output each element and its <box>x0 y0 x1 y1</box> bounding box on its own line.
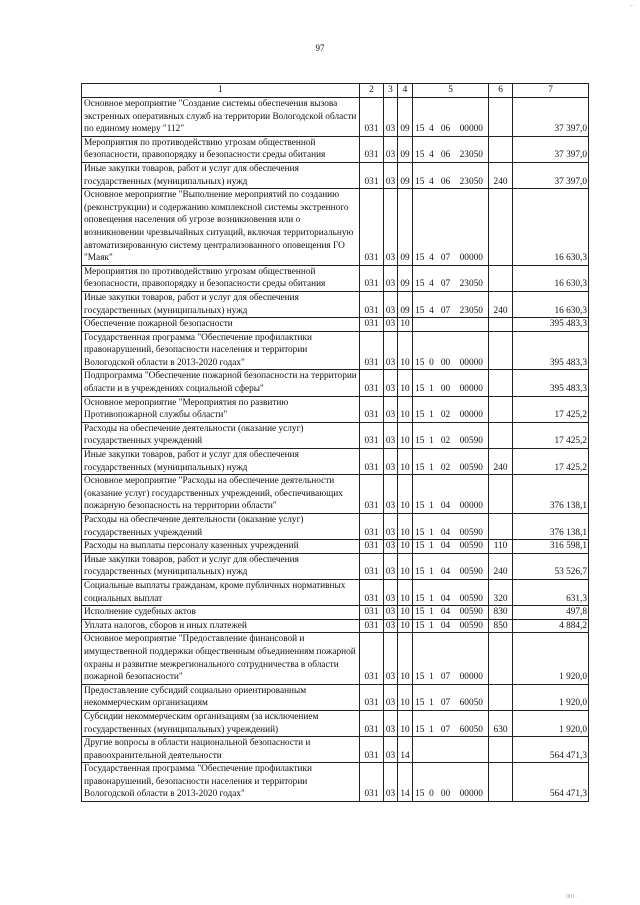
row-csr-subprogram-cell: 1 <box>427 579 437 605</box>
table-body <box>82 98 589 802</box>
row-subsection-cell: 10 <box>398 370 413 396</box>
row-csr-subprogram-cell: 4 <box>427 189 437 266</box>
row-csr-subprogram-cell: 0 <box>427 331 437 370</box>
row-grbs-cell: 031 <box>360 318 384 332</box>
row-amount-cell: 395 483,3 <box>513 370 589 396</box>
row-grbs-cell: 031 <box>360 763 384 802</box>
row-amount-cell: 564 471,3 <box>513 763 589 802</box>
row-csr-subprogram-cell: 1 <box>427 514 437 540</box>
row-amount-cell: 16 630,3 <box>513 189 589 266</box>
row-csr-direction-cell: 00000 <box>455 331 489 370</box>
row-grbs-cell: 031 <box>360 633 384 684</box>
row-csr-subprogram-cell <box>427 318 437 332</box>
row-grbs-cell: 031 <box>360 684 384 710</box>
table-row <box>82 265 589 291</box>
header-section: 3 <box>384 84 398 98</box>
row-csr-subprogram-cell: 4 <box>427 98 437 137</box>
row-csr-subprogram-cell: 1 <box>427 606 437 620</box>
row-section-cell: 03 <box>384 136 398 162</box>
row-expense-type-cell <box>489 331 513 370</box>
row-amount-cell: 37 397,0 <box>513 136 589 162</box>
table-row <box>82 291 589 317</box>
row-grbs-cell: 031 <box>360 475 384 514</box>
row-amount-cell: 17 425,2 <box>513 396 589 422</box>
row-csr-program-cell <box>413 318 427 332</box>
row-section-cell: 03 <box>384 553 398 579</box>
row-csr-activity-cell: 00 <box>437 370 455 396</box>
row-expense-type-cell <box>489 763 513 802</box>
row-csr-direction-cell: 00590 <box>455 449 489 475</box>
row-csr-activity-cell: 07 <box>437 633 455 684</box>
row-csr-activity-cell <box>437 318 455 332</box>
row-csr-subprogram-cell: 1 <box>427 449 437 475</box>
row-csr-direction-cell: 00000 <box>455 189 489 266</box>
row-name-cell: Другие вопросы в области национальной безопасности и правоохранительной деятельности <box>82 737 360 763</box>
row-csr-program-cell: 15 <box>413 606 427 620</box>
row-section-cell: 03 <box>384 619 398 633</box>
row-csr-direction-cell: 00590 <box>455 553 489 579</box>
row-csr-direction-cell: 60050 <box>455 684 489 710</box>
row-csr-subprogram-cell: 4 <box>427 136 437 162</box>
row-subsection-cell: 10 <box>398 449 413 475</box>
row-section-cell: 03 <box>384 710 398 736</box>
row-csr-program-cell: 15 <box>413 633 427 684</box>
row-section-cell: 03 <box>384 579 398 605</box>
row-csr-activity-cell: 02 <box>437 396 455 422</box>
row-expense-type-cell <box>489 318 513 332</box>
row-amount-cell: 376 138,1 <box>513 475 589 514</box>
row-section-cell: 03 <box>384 475 398 514</box>
row-amount-cell: 395 483,3 <box>513 331 589 370</box>
row-grbs-cell: 031 <box>360 291 384 317</box>
row-csr-subprogram-cell: 1 <box>427 619 437 633</box>
row-csr-program-cell: 15 <box>413 162 427 188</box>
row-amount-cell: 376 138,1 <box>513 514 589 540</box>
row-csr-subprogram-cell: 1 <box>427 710 437 736</box>
row-csr-activity-cell: 06 <box>437 98 455 137</box>
header-target-article: 5 <box>413 84 489 98</box>
row-csr-activity-cell: 07 <box>437 291 455 317</box>
row-subsection-cell: 10 <box>398 710 413 736</box>
header-amount: 7 <box>513 84 589 98</box>
row-amount-cell: 4 884,2 <box>513 619 589 633</box>
row-name-cell: Субсидии некоммерческим организациям (за исключением государственных (муниципальных) учреждений) <box>82 710 360 736</box>
row-grbs-cell: 031 <box>360 136 384 162</box>
row-csr-subprogram-cell: 1 <box>427 396 437 422</box>
row-expense-type-cell <box>489 265 513 291</box>
row-name-cell: Основное мероприятие "Расходы на обеспечение деятельности (оказание услуг) государственных учреждений, обеспечивающих пожарную безопасность на территории области" <box>82 475 360 514</box>
row-subsection-cell: 10 <box>398 396 413 422</box>
row-csr-program-cell: 15 <box>413 553 427 579</box>
row-csr-activity-cell: 02 <box>437 449 455 475</box>
row-csr-activity-cell: 07 <box>437 710 455 736</box>
row-csr-direction-cell: 00000 <box>455 763 489 802</box>
row-grbs-cell: 031 <box>360 579 384 605</box>
row-amount-cell: 316 598,1 <box>513 540 589 554</box>
row-section-cell: 03 <box>384 737 398 763</box>
table-row <box>82 540 589 554</box>
row-name-cell: Обеспечение пожарной безопасности <box>82 318 360 332</box>
row-name-cell: Основное мероприятие "Мероприятия по развитию Противопожарной службы области" <box>82 396 360 422</box>
row-csr-program-cell: 15 <box>413 684 427 710</box>
row-csr-subprogram-cell: 1 <box>427 475 437 514</box>
table-row <box>82 422 589 448</box>
row-csr-activity-cell: 07 <box>437 265 455 291</box>
row-csr-program-cell: 15 <box>413 540 427 554</box>
row-section-cell: 03 <box>384 684 398 710</box>
row-csr-subprogram-cell: 1 <box>427 684 437 710</box>
row-name-cell: Государственная программа "Обеспечение профилактики правонарушений, безопасности населения и территории Вологодской области в 2013-2020 годах" <box>82 331 360 370</box>
row-expense-type-cell <box>489 514 513 540</box>
table-row <box>82 136 589 162</box>
row-expense-type-cell <box>489 189 513 266</box>
row-csr-direction-cell: 00590 <box>455 606 489 620</box>
row-name-cell: Исполнение судебных актов <box>82 606 360 620</box>
row-subsection-cell: 09 <box>398 136 413 162</box>
row-csr-subprogram-cell <box>427 737 437 763</box>
row-subsection-cell: 09 <box>398 265 413 291</box>
table-row <box>82 763 589 802</box>
row-name-cell: Мероприятия по противодействию угрозам общественной безопасности, правопорядку и безопасности среды обитания <box>82 136 360 162</box>
row-csr-activity-cell: 02 <box>437 422 455 448</box>
row-csr-direction-cell: 23050 <box>455 162 489 188</box>
row-grbs-cell: 031 <box>360 619 384 633</box>
row-section-cell: 03 <box>384 396 398 422</box>
row-csr-direction-cell: 00590 <box>455 422 489 448</box>
row-csr-direction-cell: 23050 <box>455 136 489 162</box>
row-csr-activity-cell: 06 <box>437 136 455 162</box>
row-csr-program-cell: 15 <box>413 370 427 396</box>
table-row <box>82 619 589 633</box>
row-name-cell: Предоставление субсидий социально ориентированным некоммерческим организациям <box>82 684 360 710</box>
row-expense-type-cell <box>489 737 513 763</box>
row-csr-program-cell: 15 <box>413 265 427 291</box>
row-csr-direction-cell: 00000 <box>455 396 489 422</box>
table-row <box>82 370 589 396</box>
row-grbs-cell: 031 <box>360 396 384 422</box>
row-csr-activity-cell: 04 <box>437 475 455 514</box>
row-csr-direction-cell: 00590 <box>455 619 489 633</box>
row-amount-cell: 37 397,0 <box>513 98 589 137</box>
row-csr-program-cell: 15 <box>413 710 427 736</box>
table-row <box>82 449 589 475</box>
row-grbs-cell: 031 <box>360 331 384 370</box>
row-section-cell: 03 <box>384 606 398 620</box>
row-expense-type-cell <box>489 396 513 422</box>
row-section-cell: 03 <box>384 540 398 554</box>
row-name-cell: Социальные выплаты гражданам, кроме публичных нормативных социальных выплат <box>82 579 360 605</box>
row-amount-cell: 631,3 <box>513 579 589 605</box>
row-grbs-cell: 031 <box>360 98 384 137</box>
row-csr-program-cell: 15 <box>413 291 427 317</box>
budget-table <box>81 83 589 802</box>
row-amount-cell: 1 920,0 <box>513 710 589 736</box>
table-row <box>82 579 589 605</box>
table-header-row <box>82 84 589 98</box>
row-name-cell: Государственная программа "Обеспечение профилактики правонарушений, безопасности населения и территории Вологодской области в 2013-2020 годах" <box>82 763 360 802</box>
table-row <box>82 475 589 514</box>
row-subsection-cell: 10 <box>398 619 413 633</box>
row-name-cell: Подпрограмма "Обеспечение пожарной безопасности на территории области и в учреждениях социальной сферы" <box>82 370 360 396</box>
row-csr-program-cell: 15 <box>413 136 427 162</box>
row-csr-subprogram-cell: 1 <box>427 370 437 396</box>
row-csr-program-cell: 15 <box>413 331 427 370</box>
row-expense-type-cell: 850 <box>489 619 513 633</box>
header-expense-type: 6 <box>489 84 513 98</box>
row-csr-activity-cell: 00 <box>437 763 455 802</box>
table-row <box>82 331 589 370</box>
row-csr-activity-cell: 04 <box>437 540 455 554</box>
row-section-cell: 03 <box>384 162 398 188</box>
row-section-cell: 03 <box>384 291 398 317</box>
row-csr-program-cell: 15 <box>413 475 427 514</box>
row-csr-program-cell: 15 <box>413 449 427 475</box>
row-expense-type-cell: 830 <box>489 606 513 620</box>
row-csr-program-cell: 15 <box>413 763 427 802</box>
row-csr-activity-cell: 07 <box>437 684 455 710</box>
row-grbs-cell: 031 <box>360 553 384 579</box>
row-name-cell: Иные закупки товаров, работ и услуг для обеспечения государственных (муниципальных) нужд <box>82 162 360 188</box>
row-section-cell: 03 <box>384 98 398 137</box>
row-expense-type-cell: 110 <box>489 540 513 554</box>
row-subsection-cell: 10 <box>398 633 413 684</box>
row-subsection-cell: 10 <box>398 579 413 605</box>
row-grbs-cell: 031 <box>360 710 384 736</box>
row-csr-subprogram-cell: 4 <box>427 162 437 188</box>
row-expense-type-cell: 240 <box>489 449 513 475</box>
row-expense-type-cell <box>489 370 513 396</box>
row-expense-type-cell <box>489 136 513 162</box>
table-row <box>82 514 589 540</box>
row-name-cell: Иные закупки товаров, работ и услуг для обеспечения государственных (муниципальных) нужд <box>82 449 360 475</box>
row-expense-type-cell: 320 <box>489 579 513 605</box>
row-subsection-cell: 10 <box>398 684 413 710</box>
row-grbs-cell: 031 <box>360 265 384 291</box>
header-subsection: 4 <box>398 84 413 98</box>
row-amount-cell: 16 630,3 <box>513 265 589 291</box>
row-subsection-cell: 09 <box>398 98 413 137</box>
row-section-cell: 03 <box>384 331 398 370</box>
row-name-cell: Иные закупки товаров, работ и услуг для обеспечения государственных (муниципальных) нужд <box>82 553 360 579</box>
table-row <box>82 396 589 422</box>
table-row <box>82 318 589 332</box>
row-csr-subprogram-cell: 1 <box>427 553 437 579</box>
row-expense-type-cell: 240 <box>489 162 513 188</box>
row-name-cell: Расходы на обеспечение деятельности (оказание услуг) государственных учреждений <box>82 514 360 540</box>
row-name-cell: Иные закупки товаров, работ и услуг для обеспечения государственных (муниципальных) нужд <box>82 291 360 317</box>
row-grbs-cell: 031 <box>360 422 384 448</box>
row-subsection-cell: 10 <box>398 318 413 332</box>
row-section-cell: 03 <box>384 449 398 475</box>
row-csr-program-cell: 15 <box>413 514 427 540</box>
row-csr-subprogram-cell: 4 <box>427 291 437 317</box>
row-csr-subprogram-cell: 1 <box>427 422 437 448</box>
row-section-cell: 03 <box>384 763 398 802</box>
row-csr-activity-cell: 04 <box>437 619 455 633</box>
row-csr-direction-cell <box>455 318 489 332</box>
row-csr-program-cell: 15 <box>413 396 427 422</box>
row-expense-type-cell: 240 <box>489 553 513 579</box>
table-row <box>82 553 589 579</box>
row-subsection-cell: 14 <box>398 763 413 802</box>
row-csr-direction-cell: 00000 <box>455 370 489 396</box>
row-expense-type-cell <box>489 475 513 514</box>
row-section-cell: 03 <box>384 189 398 266</box>
row-csr-direction-cell: 23050 <box>455 291 489 317</box>
row-section-cell: 03 <box>384 370 398 396</box>
row-csr-program-cell: 15 <box>413 579 427 605</box>
row-subsection-cell: 09 <box>398 291 413 317</box>
table-row <box>82 189 589 266</box>
row-expense-type-cell <box>489 684 513 710</box>
row-csr-activity-cell: 06 <box>437 162 455 188</box>
row-section-cell: 03 <box>384 318 398 332</box>
row-subsection-cell: 09 <box>398 189 413 266</box>
row-csr-subprogram-cell: 4 <box>427 265 437 291</box>
table-row <box>82 606 589 620</box>
row-csr-direction-cell <box>455 737 489 763</box>
row-amount-cell: 497,8 <box>513 606 589 620</box>
row-subsection-cell: 09 <box>398 162 413 188</box>
row-grbs-cell: 031 <box>360 737 384 763</box>
row-amount-cell: 16 630,3 <box>513 291 589 317</box>
row-grbs-cell: 031 <box>360 449 384 475</box>
row-subsection-cell: 10 <box>398 475 413 514</box>
table-row <box>82 162 589 188</box>
row-subsection-cell: 10 <box>398 606 413 620</box>
row-subsection-cell: 10 <box>398 553 413 579</box>
row-csr-subprogram-cell: 1 <box>427 633 437 684</box>
row-section-cell: 03 <box>384 514 398 540</box>
row-name-cell: Мероприятия по противодействию угрозам общественной безопасности, правопорядку и безопасности среды обитания <box>82 265 360 291</box>
row-grbs-cell: 031 <box>360 540 384 554</box>
row-csr-direction-cell: 00000 <box>455 475 489 514</box>
row-amount-cell: 1 920,0 <box>513 633 589 684</box>
row-amount-cell: 37 397,0 <box>513 162 589 188</box>
row-section-cell: 03 <box>384 265 398 291</box>
row-csr-subprogram-cell: 0 <box>427 763 437 802</box>
row-expense-type-cell <box>489 422 513 448</box>
row-name-cell: Расходы на обеспечение деятельности (оказание услуг) государственных учреждений <box>82 422 360 448</box>
row-csr-direction-cell: 00590 <box>455 579 489 605</box>
row-expense-type-cell: 240 <box>489 291 513 317</box>
row-grbs-cell: 031 <box>360 606 384 620</box>
table-row <box>82 98 589 137</box>
row-grbs-cell: 031 <box>360 162 384 188</box>
row-name-cell: Уплата налогов, сборов и иных платежей <box>82 619 360 633</box>
row-subsection-cell: 10 <box>398 514 413 540</box>
row-subsection-cell: 10 <box>398 331 413 370</box>
row-csr-direction-cell: 23050 <box>455 265 489 291</box>
row-amount-cell: 17 425,2 <box>513 422 589 448</box>
row-amount-cell: 1 920,0 <box>513 684 589 710</box>
row-csr-program-cell: 15 <box>413 98 427 137</box>
row-csr-direction-cell: 00590 <box>455 514 489 540</box>
row-grbs-cell: 031 <box>360 370 384 396</box>
row-csr-program-cell <box>413 737 427 763</box>
row-csr-program-cell: 15 <box>413 422 427 448</box>
table-row <box>82 633 589 684</box>
row-name-cell: Основное мероприятие "Выполнение мероприятий по созданию (реконструкции) и содержанию комплексной системы экстренного оповещения населения об угрозе возникновения или о возникновении чрезвычайных ситуаций, включая территориальную автоматизированную систему централизованного оповещения ГО "Маяк" <box>82 189 360 266</box>
row-section-cell: 03 <box>384 633 398 684</box>
row-grbs-cell: 031 <box>360 514 384 540</box>
row-csr-activity-cell: 07 <box>437 189 455 266</box>
row-csr-activity-cell: 04 <box>437 514 455 540</box>
row-expense-type-cell: 630 <box>489 710 513 736</box>
page-number: 97 <box>315 43 325 53</box>
row-name-cell: Основное мероприятие "Создание системы обеспечения вызова экстренных оперативных служб на территории Вологодской области по единому номеру "112" <box>82 98 360 137</box>
row-csr-direction-cell: 00590 <box>455 540 489 554</box>
row-csr-activity-cell: 04 <box>437 579 455 605</box>
table-row <box>82 710 589 736</box>
row-csr-activity-cell <box>437 737 455 763</box>
row-csr-direction-cell: 00000 <box>455 633 489 684</box>
row-csr-activity-cell: 04 <box>437 606 455 620</box>
corner-mark-bottom: 001 · <box>566 894 579 900</box>
row-csr-direction-cell: 60050 <box>455 710 489 736</box>
row-amount-cell: 17 425,2 <box>513 449 589 475</box>
corner-mark: ... <box>629 2 634 8</box>
table-row <box>82 737 589 763</box>
row-subsection-cell: 10 <box>398 540 413 554</box>
row-expense-type-cell <box>489 633 513 684</box>
row-csr-direction-cell: 00000 <box>455 98 489 137</box>
row-name-cell: Расходы на выплаты персоналу казенных учреждений <box>82 540 360 554</box>
row-subsection-cell: 14 <box>398 737 413 763</box>
row-grbs-cell: 031 <box>360 189 384 266</box>
row-section-cell: 03 <box>384 422 398 448</box>
table-row <box>82 684 589 710</box>
row-csr-activity-cell: 04 <box>437 553 455 579</box>
row-expense-type-cell <box>489 98 513 137</box>
row-name-cell: Основное мероприятие "Предоставление финансовой и имущественной поддержки общественным объединениям пожарной охраны и развитие межрегионального сотрудничества в области пожарной безопасности" <box>82 633 360 684</box>
header-grbs: 2 <box>360 84 384 98</box>
row-csr-program-cell: 15 <box>413 619 427 633</box>
row-amount-cell: 395 483,3 <box>513 318 589 332</box>
row-csr-program-cell: 15 <box>413 189 427 266</box>
row-amount-cell: 53 526,7 <box>513 553 589 579</box>
row-amount-cell: 564 471,3 <box>513 737 589 763</box>
row-subsection-cell: 10 <box>398 422 413 448</box>
row-csr-activity-cell: 00 <box>437 331 455 370</box>
header-name: 1 <box>82 84 360 98</box>
row-csr-subprogram-cell: 1 <box>427 540 437 554</box>
